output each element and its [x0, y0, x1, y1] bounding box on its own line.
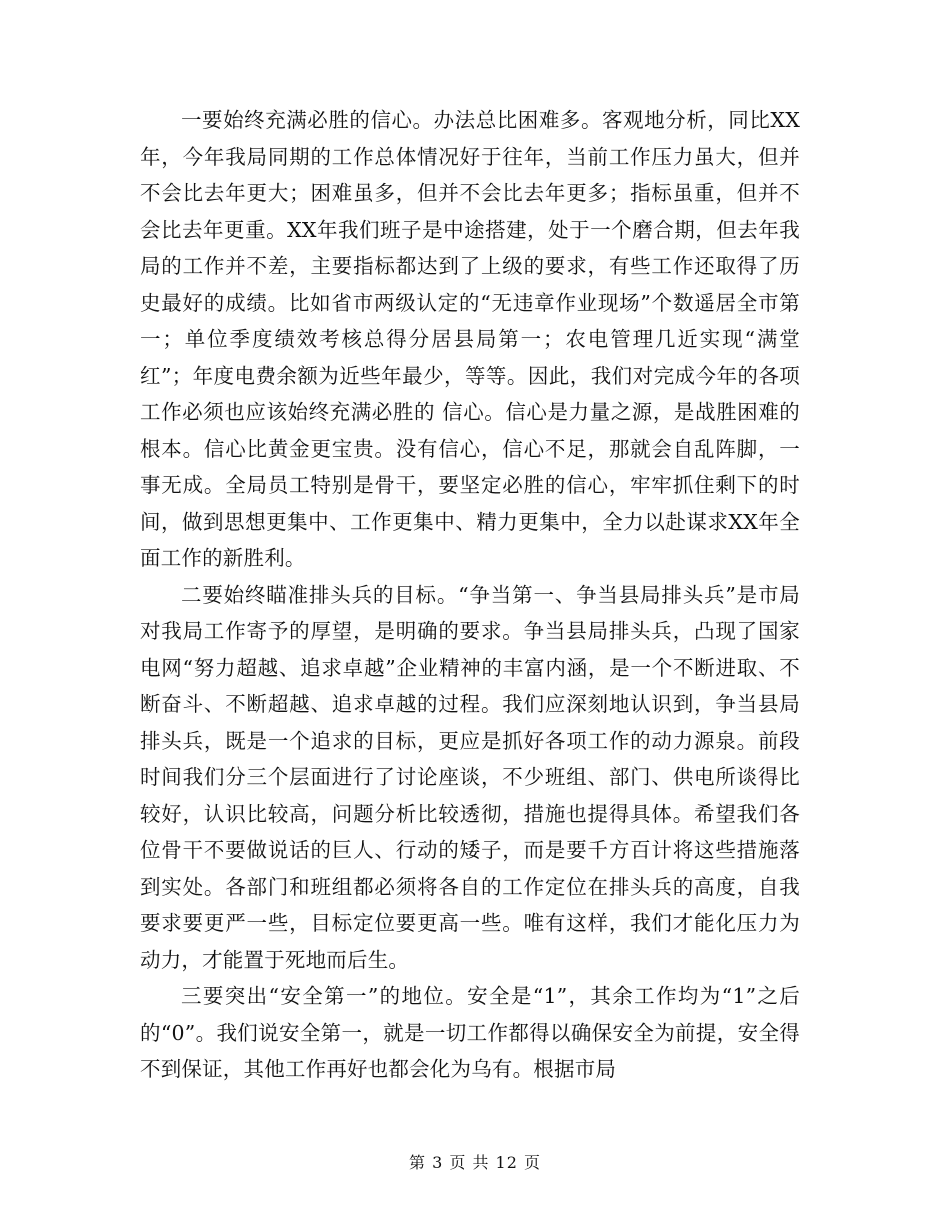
paragraph-safety: 三要突出“安全第一”的地位。安全是“1”，其余工作均为“1”之后的“0”。我们说安全第一，就是一切工作都得以确保安全为前提，安全得不到保证，其他工作再好也都会化为乌有。根据市局 [140, 984, 800, 1081]
document-body [140, 102, 800, 1088]
page-footer: 第 3 页 共 12 页 [409, 1153, 541, 1172]
paragraph-target: 二要始终瞄准排头兵的目标。“争当第一、争当县局排头兵”是市局对我局工作寄予的厚望，是明确的要求。争当县局排头兵，凸现了国家电网“努力超越、追求卓越”企业精神的丰富内涵，是一个不断进取、不断奋斗、不断超越、追求卓越的过程。我们应深刻地认识到，争当县局排头兵，既是一个追求的目标，更应是抓好各项工作的动力源泉。前段时间我们分三个层面进行了讨论座谈，不少班组、部门、供电所谈得比较好，认识比较高，问题分析比较透彻，措施也提得具体。希望我们各位骨干不要做说话的巨人、行动的矮子，而是要千方百计将这些措施落到实处。各部门和班组都必须将各自的工作定位在排头兵的高度，自我要求要更严一些，目标定位要更高一些。唯有这样，我们才能化压力为动力，才能置于死地而后生。 [140, 582, 800, 972]
paragraph-confidence: 一要始终充满必胜的信心。办法总比困难多。客观地分析，同比XX年，今年我局同期的工作总体情况好于往年，当前工作压力虽大，但并不会比去年更大；困难虽多，但并不会比去年更多；指标虽重，但并不会比去年更重。XX年我们班子是中途搭建，处于一个磨合期，但去年我局的工作并不差，主要指标都达到了上级的要求，有些工作还取得了历史最好的成绩。比如省市两级认定的“无违章作业现场”个数遥居全市第一；单位季度绩效考核总得分居县局第一；农电管理几近实现“满堂红”；年度电费余额为近些年最少，等等。因此，我们对完成今年的各项工作必须也应该始终充满必胜的 信心。信心是力量之源，是战胜困难的根本。信心比黄金更宝贵。没有信心，信心不足，那就会自乱阵脚，一事无成。全局员工特别是骨干，要坚定必胜的信心，牢牢抓住剩下的时间，做到思想更集中、工作更集中、精力更集中，全力以赴谋求XX年全面工作的新胜利。 [140, 108, 800, 570]
